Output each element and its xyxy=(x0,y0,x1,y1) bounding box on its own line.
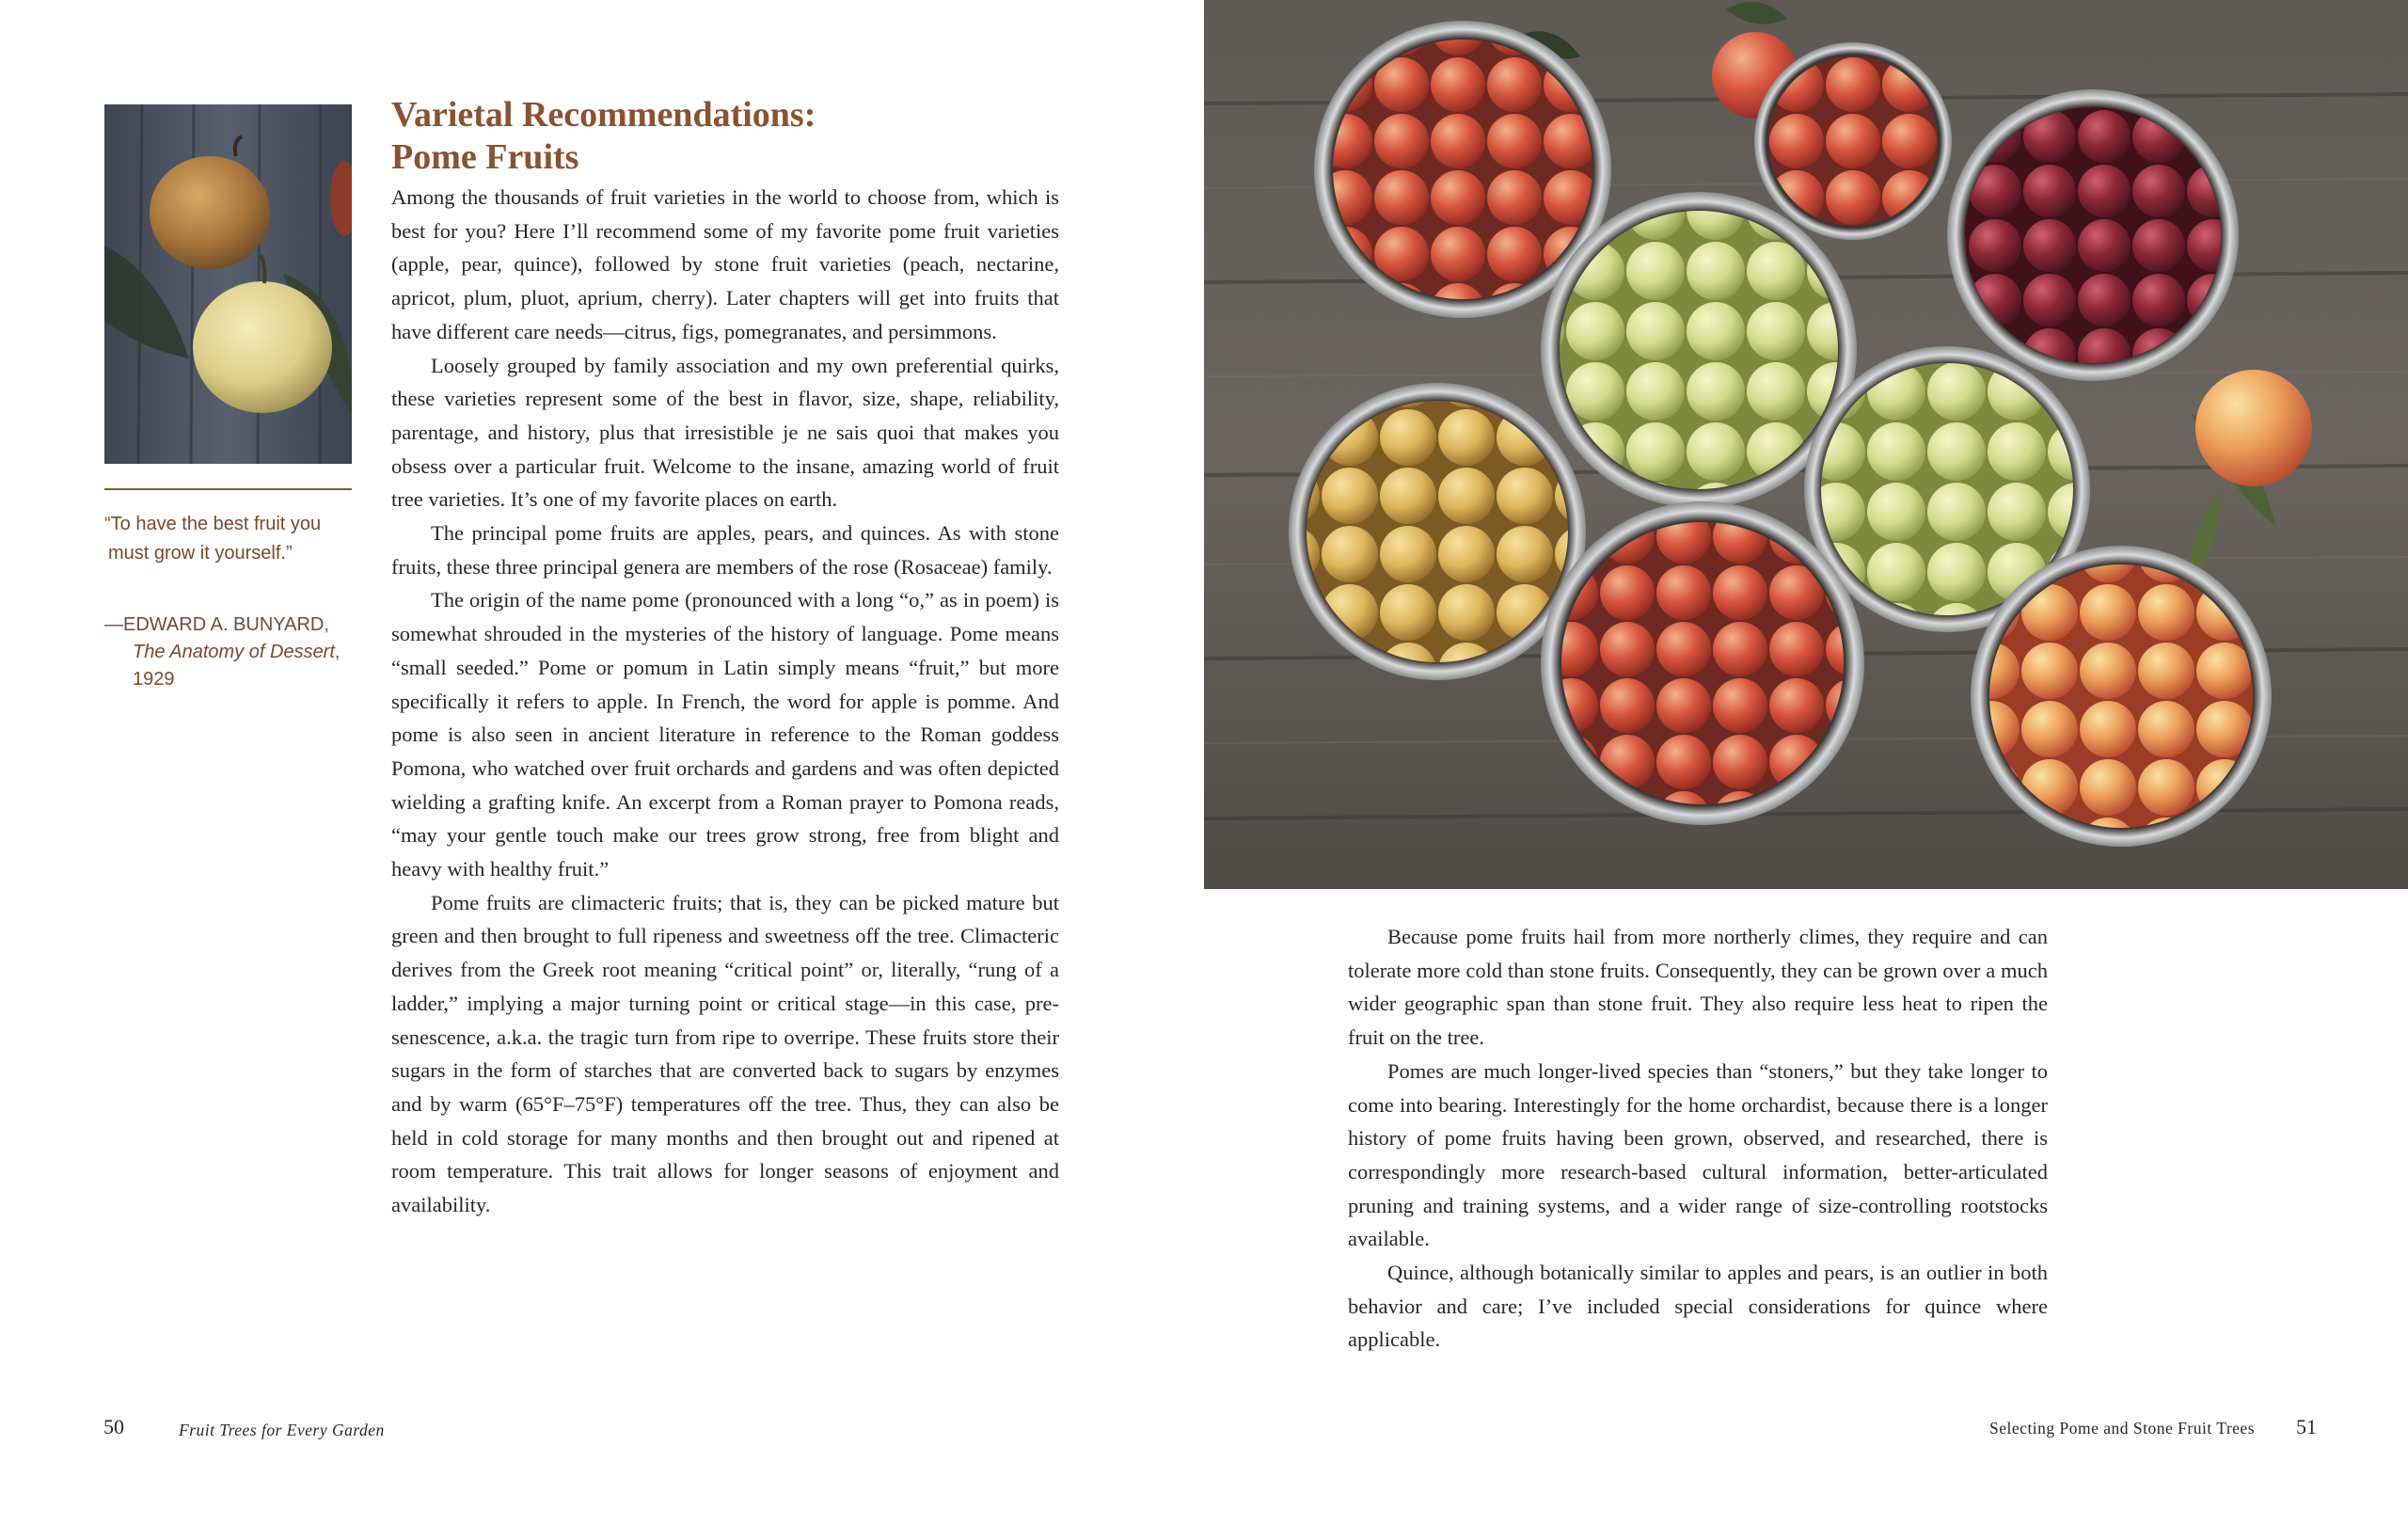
page-number-right: 51 xyxy=(2296,1415,2317,1438)
running-footer-chapter-title: Selecting Pome and Stone Fruit Trees xyxy=(1989,1419,2255,1438)
quote-author: —EDWARD A. BUNYARD, xyxy=(104,614,329,635)
quote-source xyxy=(104,639,372,693)
quote-attribution xyxy=(104,612,372,693)
bucket-dark-red xyxy=(1947,89,2239,381)
right-page xyxy=(1204,0,2408,1525)
heading-line-2: Pome Fruits xyxy=(391,137,579,177)
left-body-text xyxy=(391,181,1059,1222)
running-footer-book-title: Fruit Trees for Every Garden xyxy=(179,1421,385,1439)
quote-work: The Anatomy of Dessert xyxy=(133,642,335,662)
two-apples-photo xyxy=(104,104,352,464)
heading-line-1: Varietal Recommendations: xyxy=(391,95,816,135)
paragraph: Quince, although botanically similar to apples and pears, is an outlier in both behavior and care; I’ve included special considerations for quince where applicable. xyxy=(1348,1261,2048,1352)
bucket-blush-right xyxy=(1971,546,2272,847)
section-heading xyxy=(391,94,1050,179)
paragraph: Because pome fruits hail from more northerly climes, they require and can tolerate more cold than stone fruits. Consequently, they can be grown over a much wider geographic span than stone fruit. They also require less heat to ripen the fruit on the tree. xyxy=(1348,925,2048,1050)
paragraph: The origin of the name pome (pronounced with a long “o,” as in poem) is somewhat shrouded in the mysteries of the history of language. Pome means “small seeded.” Pome or pomum in Latin simply means “fruit,” but more specifically it refers to apple. In French, the word for apple is pomme. And pome is also seen in ancient literature in reference to the Roman goddess Pomona, who watched over fruit orchards and gardens and was often depicted wielding a grafting knife. An excerpt from a Roman prayer to Pomona reads, “may your gentle touch make our trees grow strong, free from blight and heavy with healthy fruit.” xyxy=(391,588,1059,882)
quote-year: , 1929 xyxy=(133,642,341,690)
paragraph: Among the thousands of fruit varieties in the world to choose from, which is best for you? Here I’ll recommend some of my favorite pome fruit varieties (apple, pear, quince), followed by stone fruit varieties (peach, nectarine, apricot, plum, pluot, aprium, cherry). Later chapters will get into fruits that have different care needs—citrus, figs, pomegranates, and persimmons. xyxy=(391,185,1059,343)
quote-text: “To have the best fruit you must grow it yourself.” xyxy=(104,514,322,564)
sidebar-quote xyxy=(104,510,363,568)
bucket-yellow-left xyxy=(1289,383,1586,680)
bucket-red-bottom xyxy=(1541,501,1864,825)
sidebar-rule xyxy=(104,488,352,490)
paragraph: Pomes are much longer-lived species than “stoners,” but they take longer to come into bearing. Interestingly for the home orchardist, because there is a longer history of pome fruits having been grown, observed, and researched, there is correspondingly more research-based cultural information, better-articulated pruning and training systems, and a wider range of size-controlling rootstocks available. xyxy=(1348,1058,2048,1251)
buckets-of-apples-photo xyxy=(1204,0,2408,889)
paragraph: The principal pome fruits are apples, pears, and quinces. As with stone fruits, these three principal genera are members of the rose (Rosaceae) family. xyxy=(391,521,1059,579)
paragraph: Pome fruits are climacteric fruits; that is, they can be picked mature but green and then brought to full ripeness and sweetness off the tree. Climacteric derives from the Greek root meaning “critical point” or, literally, “rung of a ladder,” implying a major turning point or critical stage—in this case, pre-senescence, a.k.a. the tragic turn from ripe to overripe. These fruits store their sugars in the form of starches that are converted back to sugars by enzymes and by warm (65°F–75°F) temperatures off the tree. Thus, they can also be held in cold storage for many months and then brought out and ripened at room temperature. This trait allows for longer seasons of enjoyment and availability. xyxy=(391,890,1059,1217)
bucket-red-small xyxy=(1754,42,1952,240)
paragraph: Loosely grouped by family association and my own preferential quirks, these varieties represent some of the best in flavor, size, shape, reliability, parentage, and history, plus that irresistible je ne sais quoi that makes you obsess over a particular fruit. Welcome to the insane, amazing world of fruit tree varieties. It’s one of my favorite places on earth. xyxy=(391,353,1059,512)
page-number-left: 50 xyxy=(103,1415,124,1438)
right-body-text xyxy=(1348,920,2048,1357)
